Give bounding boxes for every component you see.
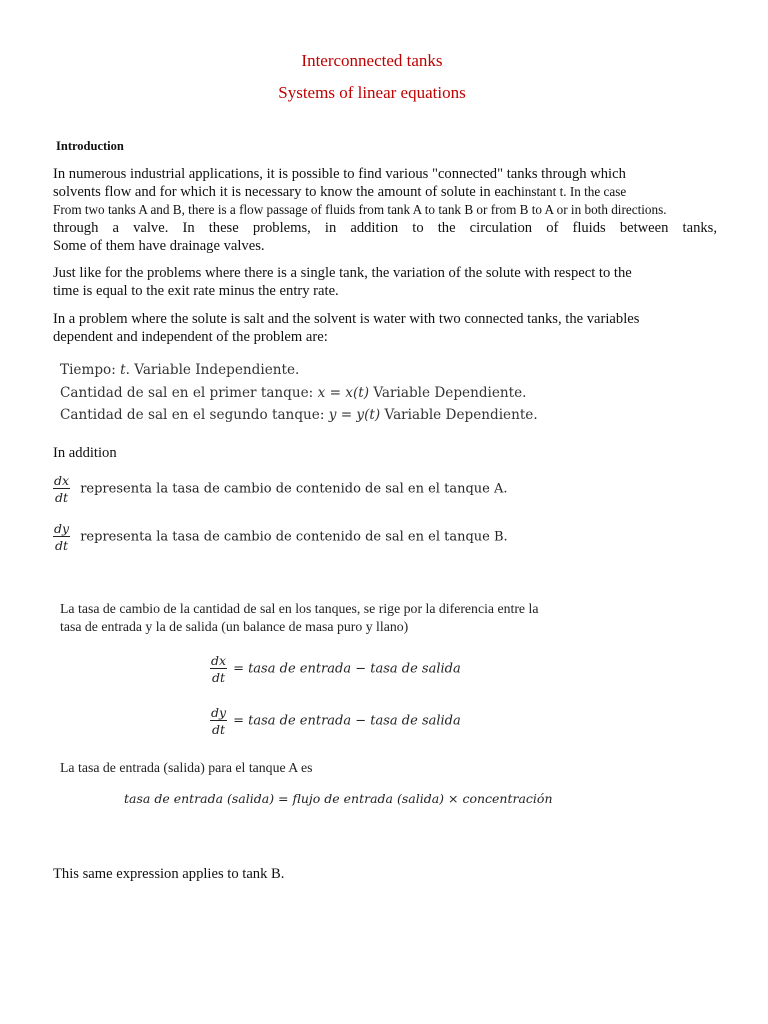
paragraph-line-part: instant t. In the case — [521, 184, 627, 199]
fraction-dx-dt — [210, 654, 227, 684]
fraction-denominator: dt — [212, 670, 226, 685]
entry-rate-equation: tasa de entrada (salida) = flujo de entrada (salida) × concentración — [124, 791, 553, 806]
derivative-dx-row — [53, 474, 507, 504]
paragraph-line: through a valve. In these problems, in addition to the circulation of fluids between tanks, — [53, 220, 717, 236]
variable-label: Tiempo: — [60, 362, 121, 378]
paragraph-line: Some of them have drainage valves. — [53, 238, 265, 254]
variable-time — [60, 362, 299, 378]
title-line-1: Interconnected tanks — [301, 51, 443, 70]
in-addition-label: In addition — [53, 445, 117, 461]
fraction-dx-dt — [53, 474, 70, 504]
fraction-denominator: dt — [55, 490, 69, 505]
paragraph-line-part: solvents flow and for which it is necessary to know the amount of solute in each — [53, 184, 522, 200]
intro-paragraph-1 — [53, 165, 753, 255]
entry-rate-text: La tasa de entrada (salida) para el tanque A es — [60, 760, 313, 775]
paragraph-line — [53, 183, 753, 201]
paragraph-line: In numerous industrial applications, it is possible to find various "connected" tanks through which — [53, 166, 626, 182]
variable-description: . Variable Independiente. — [125, 362, 300, 378]
rule-line-2: tasa de entrada y la de salida (un balance de masa puro y llano) — [60, 619, 409, 634]
derivative-description: representa la tasa de cambio de contenido de sal en el tanque B. — [80, 529, 508, 545]
fraction-numerator: dy — [54, 521, 70, 536]
fraction-dy-dt — [53, 522, 70, 552]
variable-tank-1 — [60, 385, 527, 401]
equation-rhs: = tasa de entrada − tasa de salida — [233, 661, 461, 677]
variable-label: Cantidad de sal en el primer tanque: — [60, 385, 318, 401]
derivative-dy-row — [53, 522, 508, 552]
variable-description: Variable Dependiente. — [369, 385, 527, 401]
title-line-2: Systems of linear equations — [278, 83, 466, 102]
variable-description: Variable Dependiente. — [380, 407, 538, 423]
derivative-description: representa la tasa de cambio de contenido de sal en el tanque A. — [80, 481, 508, 497]
paragraph-line: time is equal to the exit rate minus the entry rate. — [53, 283, 339, 299]
fraction-numerator: dx — [211, 653, 227, 668]
intro-paragraph-2 — [53, 264, 753, 300]
rule-line-1: La tasa de cambio de la cantidad de sal en los tanques, se rige por la diferencia entre la — [60, 601, 539, 616]
equation-dx — [210, 654, 461, 684]
variable-symbol: t — [120, 362, 126, 378]
fraction-numerator: dx — [54, 473, 70, 488]
closing-sentence: This same expression applies to tank B. — [53, 866, 285, 882]
intro-paragraph-3 — [53, 310, 753, 346]
paragraph-line: dependent and independent of the problem are: — [53, 329, 328, 345]
paragraph-line: From two tanks A and B, there is a flow passage of fluids from tank A to tank B or from B to A or in both directions. — [53, 202, 667, 217]
variable-symbol: y = y(t) — [328, 407, 381, 423]
fraction-denominator: dt — [212, 722, 226, 737]
fraction-denominator: dt — [55, 538, 69, 553]
fraction-numerator: dy — [211, 705, 227, 720]
equation-dy — [210, 706, 461, 736]
equation-rhs: = tasa de entrada − tasa de salida — [233, 713, 461, 729]
paragraph-line: In a problem where the solute is salt and the solvent is water with two connected tanks, the variables — [53, 311, 640, 327]
introduction-heading: Introduction — [56, 139, 124, 153]
fraction-dy-dt — [210, 706, 227, 736]
variable-tank-2 — [60, 407, 538, 423]
paragraph-line: Just like for the problems where there is a single tank, the variation of the solute with respect to the — [53, 265, 632, 281]
variable-label: Cantidad de sal en el segundo tanque: — [60, 407, 329, 423]
variable-symbol: x = x(t) — [317, 385, 370, 401]
